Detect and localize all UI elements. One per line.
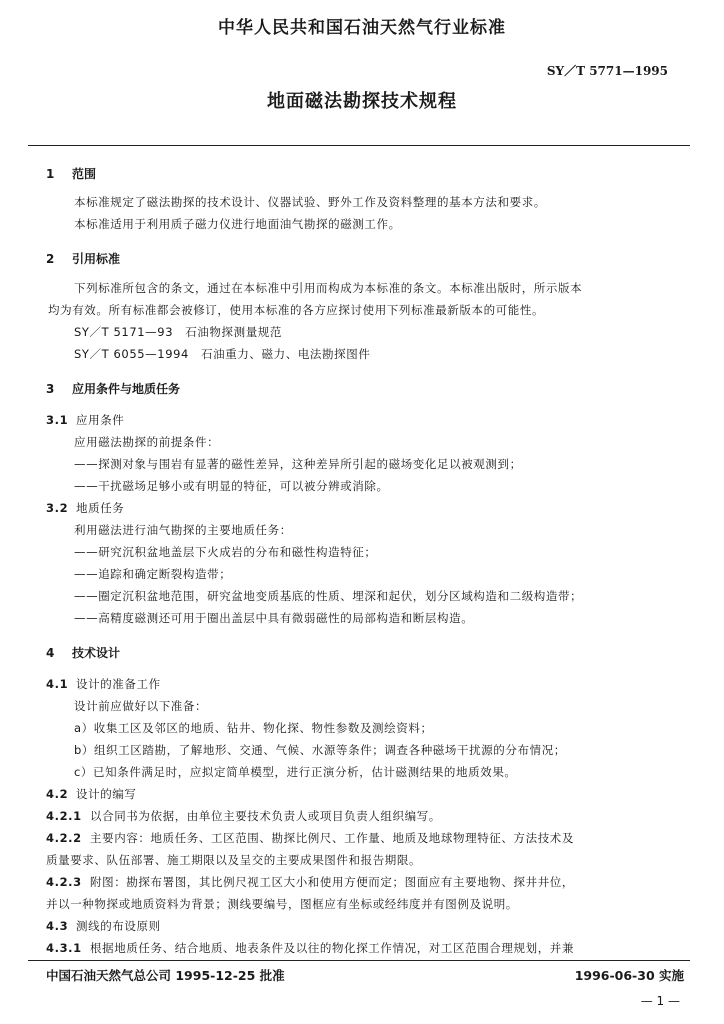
list-item: ——探测对象与围岩有显著的磁性差异，这种差异所引起的磁场变化足以被观测到； xyxy=(74,457,522,471)
paragraph: 本标准规定了磁法勘探的技术设计、仪器试验、野外工作及资料整理的基本方法和要求。 xyxy=(74,195,546,209)
paragraph: 利用磁法进行油气勘探的主要地质任务： xyxy=(74,523,292,537)
paragraph: 应用磁法勘探的前提条件： xyxy=(74,435,220,449)
section-title: 应用条件与地质任务 xyxy=(72,382,181,396)
section-number: 2 xyxy=(46,252,55,266)
list-item: ——干扰磁场足够小或有明显的特征，可以被分辨或消除。 xyxy=(74,479,389,493)
approval-line: 中国石油天然气总公司 1995-12-25 批准 xyxy=(46,968,285,983)
clause-text: 附图：勘探布署图，其比例尺视工区大小和使用方便而定；图面应有主要地物、探井井位， xyxy=(90,875,574,889)
section-3-heading xyxy=(46,380,180,397)
list-item: a）收集工区及邻区的地质、钻井、物化探、物性参数及测绘资料； xyxy=(74,721,433,735)
subsection-number: 4.2 xyxy=(46,787,69,801)
clause-text: 以合同书为依据，由单位主要技术负责人或项目负责人组织编写。 xyxy=(90,809,441,823)
clause-4-2-3 xyxy=(46,874,574,890)
paragraph: 本标准适用于利用质子磁力仪进行地面油气勘探的磁测工作。 xyxy=(74,217,401,231)
clause-number: 4.2.1 xyxy=(46,809,82,823)
header-divider xyxy=(28,145,690,146)
reference-item: SY／T 6055—1994 石油重力、磁力、电法勘探图件 xyxy=(74,347,371,361)
page-number: — 1 — xyxy=(640,994,680,1008)
list-item: ——圈定沉积盆地范围，研究盆地变质基底的性质、埋深和起伏，划分区域构造和二级构造带； xyxy=(74,589,583,603)
subsection-3-1-heading xyxy=(46,412,124,428)
clause-text: 主要内容：地质任务、工区范围、勘探比例尺、工作量、地质及地球物理特征、方法技术及 xyxy=(90,831,574,845)
paragraph: 下列标准所包含的条文，通过在本标准中引用而构成为本标准的条文。本标准出版时，所示版本 xyxy=(74,281,583,295)
section-title: 引用标准 xyxy=(72,252,121,266)
paragraph: 均为有效。所有标准都会被修订，使用本标准的各方应探讨使用下列标准最新版本的可能性。 xyxy=(48,303,545,317)
section-4-heading xyxy=(46,644,120,661)
list-item: ——追踪和确定断裂构造带； xyxy=(74,567,232,581)
effective-date: 1996-06-30 实施 xyxy=(574,968,684,983)
subsection-title: 设计的准备工作 xyxy=(76,677,161,691)
list-item: b）组织工区踏勘，了解地形、交通、气候、水源等条件；调查各种磁场干扰源的分布情况； xyxy=(74,743,566,757)
paragraph: 设计前应做好以下准备： xyxy=(74,699,208,713)
subsection-title: 设计的编写 xyxy=(76,787,137,801)
subsection-number: 4.1 xyxy=(46,677,69,691)
clause-4-2-1 xyxy=(46,808,441,824)
list-item: ——研究沉积盆地盖层下火成岩的分布和磁性构造特征； xyxy=(74,545,377,559)
subsection-number: 3.2 xyxy=(46,501,69,515)
list-item: c）已知条件满足时，应拟定简单模型，进行正演分析，估计磁测结果的地质效果。 xyxy=(74,765,517,779)
section-title: 范围 xyxy=(72,167,97,181)
subsection-3-2-heading xyxy=(46,500,124,516)
clause-text-continued: 并以一种物探或地质资料为背景；测线要编号，图框应有坐标或经纬度并有图例及说明。 xyxy=(46,897,518,911)
clause-text: 根据地质任务、结合地质、地表条件及以往的物化探工作情况，对工区范围合理规划，并兼 xyxy=(90,941,574,955)
subsection-4-3-heading xyxy=(46,918,161,934)
subsection-4-2-heading xyxy=(46,786,137,802)
subsection-title: 地质任务 xyxy=(76,501,125,515)
standard-code: SY／T 5771—1995 xyxy=(546,64,668,78)
clause-number: 4.2.2 xyxy=(46,831,82,845)
clause-number: 4.3.1 xyxy=(46,941,82,955)
section-2-heading xyxy=(46,250,120,267)
subsection-number: 3.1 xyxy=(46,413,69,427)
footer-divider xyxy=(28,960,690,961)
reference-item: SY／T 5171—93 石油物探测量规范 xyxy=(74,325,283,339)
section-number: 3 xyxy=(46,382,55,396)
clause-4-2-2 xyxy=(46,830,574,846)
section-1-heading xyxy=(46,165,96,182)
subsection-number: 4.3 xyxy=(46,919,69,933)
clause-text-continued: 质量要求、队伍部署、施工期限以及呈交的主要成果图件和报告期限。 xyxy=(46,853,422,867)
subsection-title: 测线的布设原则 xyxy=(76,919,161,933)
subsection-title: 应用条件 xyxy=(76,413,125,427)
clause-4-3-1 xyxy=(46,940,574,956)
section-number: 4 xyxy=(46,646,55,660)
org-title: 中华人民共和国石油天然气行业标准 xyxy=(218,18,506,38)
subsection-4-1-heading xyxy=(46,676,161,692)
section-title: 技术设计 xyxy=(72,646,121,660)
document-title: 地面磁法勘探技术规程 xyxy=(267,91,457,112)
clause-number: 4.2.3 xyxy=(46,875,82,889)
list-item: ——高精度磁测还可用于圈出盖层中具有微弱磁性的局部构造和断层构造。 xyxy=(74,611,474,625)
section-number: 1 xyxy=(46,167,55,181)
